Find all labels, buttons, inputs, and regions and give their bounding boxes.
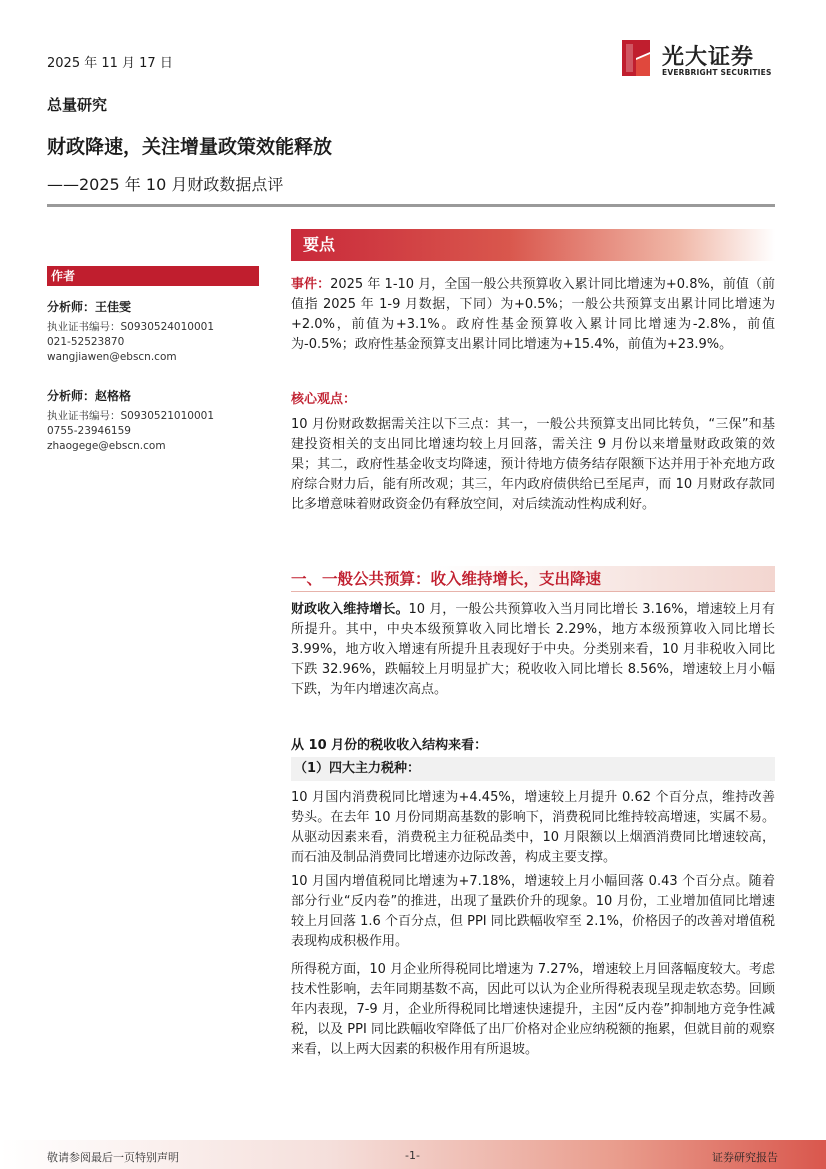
author-heading: 作者 [47,266,259,286]
author-sidebar [47,266,259,454]
analyst-name: 分析师：王佳雯 [47,300,132,314]
logo-text-cn: 光大证券 [662,45,755,70]
analyst-phone: 0755-23946159 [47,425,131,437]
section-title: 一、一般公共预算：收入维持增长，支出降速 [291,566,775,592]
keypoints-section [291,229,775,261]
analyst-card [47,298,259,365]
company-logo [620,38,780,82]
keypoints-heading: 要点 [291,229,775,261]
analyst-name: 分析师：赵格格 [47,389,132,403]
revenue-lead: 财政收入维持增长。 [291,602,409,617]
tax-structure-heading: 从 10 月份的税收收入结构来看： [291,738,488,753]
analyst-cert: 执业证书编号：S0930521010001 [47,410,215,422]
revenue-paragraph [291,600,775,700]
event-text: 2025 年 1-10 月，全国一般公共预算收入累计同比增速为+0.8%，前值（前值指 2025 年 1-9 月数据，下同）为+0.5%；一般公共预算支出累计同比增速为+2.0%，前值为+3.1%。政府性基金预算收入累计同比增速为-2.8%，前值为-0.5%；政府性基金预算支出累计同比增速为+15.4%，前值为+23.9%。 [291,277,775,352]
everbright-logo-icon [620,38,654,78]
core-view-paragraph: 10 月份财政数据需关注以下三点：其一，一般公共预算支出同比转负，“三保”和基建投资相关的支出同比增速均较上月回落，需关注 9 月份以来增量财政政策的效果；其二，政府性基金收支均降速，预计待地方债务结存限额下达并用于补充地方政府综合财力后，能有所改观；其三，年内政府债供给已至尾声，而 10 月财政存款同比多增意味着财政资金仍有释放空间，对后续流动性构成利好。 [291,417,775,512]
revenue-text: 10 月，一般公共预算收入当月同比增长 3.16%，增速较上月有所提升。其中，中央本级预算收入同比增长 2.29%，地方本级预算收入同比增长 3.99%，地方收入增速有所提升且表现好于中央。分类别来看，10 月非税收入同比下跌 32.96%，跌幅较上月明显扩大；税收收入同比增长 8.56%，增速较上月小幅下跌，为年内增速次高点。 [291,602,775,697]
vat-paragraph: 10 月国内增值税同比增速为+7.18%，增速较上月小幅回落 0.43 个百分点。随着部分行业“反内卷”的推进，出现了量跌价升的现象。10 月份，工业增加值同比增速较上月回落 1.6 个百分点，但 PPI 同比跌幅收窄至 2.1%，价格因子的改善对增值税表现构成积极作用。 [291,874,775,949]
page-title: 财政降速，关注增量政策效能释放 [47,136,333,158]
consumption-tax-paragraph: 10 月国内消费税同比增速为+4.45%，增速较上月提升 0.62 个百分点，维持改善势头。在去年 10 月份同期高基数的影响下，消费税同比维持较高增速，实属不易。从驱动因素来看，消费税主力征税品类中，10 月限额以上烟酒消费同比增速较高，而石油及制品消费同比增速亦边际改善，构成主要支撑。 [291,790,775,865]
header-divider [47,204,775,207]
event-label: 事件： [291,277,331,292]
report-type: 证券研究报告 [712,1151,778,1164]
report-category: 总量研究 [47,96,108,114]
logo-text-en: EVERBRIGHT SECURITIES [662,68,772,77]
analyst-cert: 执业证书编号：S0930524010001 [47,321,215,333]
page-number: -1- [405,1149,420,1162]
core-view-label: 核心观点： [291,392,357,407]
analyst-phone: 021-52523870 [47,336,125,348]
analyst-email[interactable]: zhaogege@ebscn.com [47,440,166,452]
event-paragraph [291,275,775,355]
report-date: 2025 年 11 月 17 日 [47,56,173,71]
disclaimer-link[interactable]: 敬请参阅最后一页特别声明 [47,1151,179,1164]
income-tax-paragraph: 所得税方面，10 月企业所得税同比增速为 7.27%，增速较上月回落幅度较大。考虑技术性影响，去年同期基数不高，因此可以认为企业所得税表现呈现走软态势。回顾年内表现，7-9 月，企业所得税同比增速快速提升，主因“反内卷”抑制地方竞争性减税，以及 PPI 同比跌幅收窄降低了出厂价格对企业应纳税额的拖累，但就目前的观察来看，以上两大因素的积极作用有所退坡。 [291,962,775,1057]
major-taxes-heading: （1）四大主力税种： [291,757,775,781]
analyst-email[interactable]: wangjiawen@ebscn.com [47,351,177,363]
page-subtitle: ——2025 年 10 月财政数据点评 [47,175,284,194]
analyst-card [47,387,259,454]
page-footer [0,1140,826,1169]
